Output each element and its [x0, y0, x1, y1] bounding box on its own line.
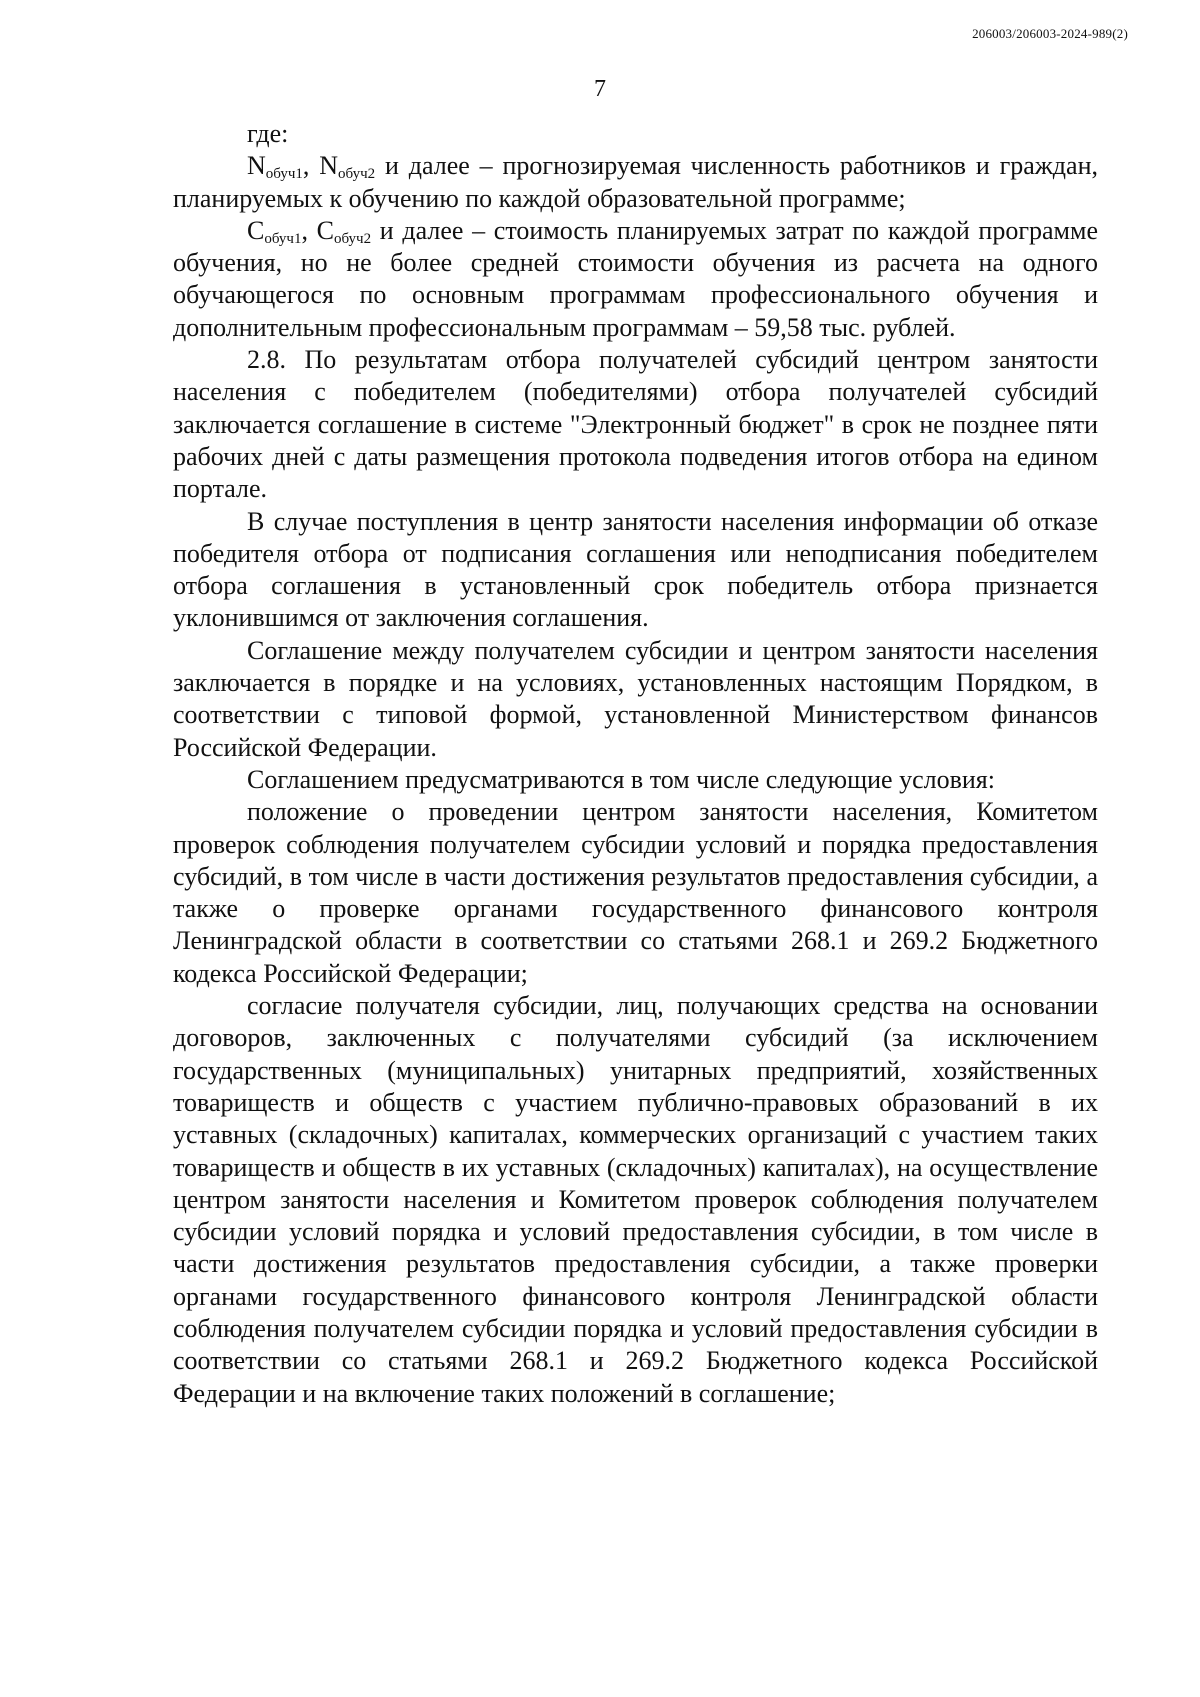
- paragraph-2-8: 2.8. По результатам отбора получателей субсидий центром занятости населения с победителем (победителями) отбора получателей субсидий заключается соглашение в системе "Электронный бюджет" в срок не позднее пяти рабочих дней с даты размещения протокола подведения итогов отбора на едином портале.: [173, 345, 1098, 504]
- document-body: [173, 118, 1098, 1410]
- formula-c-description: и далее – стоимость планируемых затрат по каждой программе обучения, но не более средней стоимости обучения из расчета на одного обучающегося по основным программам профессионального обучения и дополнительным профессиональным программам – 59,58 тыс. рублей.: [173, 215, 1098, 342]
- formula-n1-sub: обуч1: [265, 166, 303, 183]
- paragraph-where: где:: [247, 119, 289, 148]
- paragraph-consent: согласие получателя субсидии, лиц, получающих средства на основании договоров, заключенных с получателями субсидий (за исключением государственных (муниципальных) унитарных предприятий, хозяйственных товариществ и обществ с участием публично-правовых образований в их уставных (складочных) капиталах, коммерческих организаций с участием таких товариществ и обществ в их уставных (складочных) капиталах), на осуществление центром занятости населения и Комитетом проверок соблюдения получателем субсидии условий порядка и условий предоставления субсидии, в том числе в части достижения результатов предоставления субсидии, а также проверки органами государственного финансового контроля Ленинградской области соблюдения получателем субсидии порядка и условий предоставления субсидии в соответствии со статьями 268.1 и 269.2 Бюджетного кодекса Российской Федерации и на включение таких положений в соглашение;: [173, 991, 1098, 1408]
- paragraph-c-definition: [173, 215, 1098, 344]
- formula-n2-sub: обуч2: [338, 166, 376, 183]
- formula-c2-sub: обуч2: [333, 230, 372, 247]
- formula-c2-base: С: [316, 215, 334, 245]
- paragraph-conditions: Соглашением предусматриваются в том числе следующие условия:: [247, 764, 995, 794]
- document-id: 206003/206003-2024-989(2): [972, 26, 1128, 41]
- formula-n2-base: N: [319, 151, 339, 181]
- paragraph-checks: положение о проведении центром занятости населения, Комитетом проверок соблюдения получателем субсидии условий и порядка предоставления субсидий, в том числе в части достижения результатов предоставления субсидии, а также о проверке органами государственного финансового контроля Ленинградской области в соответствии со статьями 268.1 и 269.2 Бюджетного кодекса Российской Федерации;: [173, 797, 1098, 988]
- formula-separator: ,: [302, 151, 320, 181]
- formula-separator: ,: [301, 215, 317, 245]
- formula-n-description: и далее – прогнозируемая численность работников и граждан, планируемых к обучению по каждой образовательной программе;: [173, 151, 1098, 213]
- page-number: 7: [594, 76, 606, 102]
- formula-c1-sub: обуч1: [264, 230, 302, 247]
- formula-c1-base: С: [247, 215, 265, 245]
- paragraph-agreement: Соглашение между получателем субсидии и центром занятости населения заключается в порядке и на условиях, установленных настоящим Порядком, в соответствии с типовой формой, установленной Министерством финансов Российской Федерации.: [173, 635, 1098, 762]
- formula-n1-base: N: [247, 151, 266, 181]
- paragraph-refusal: В случае поступления в центр занятости населения информации об отказе победителя отбора от подписания соглашения или неподписания победителем отбора соглашения в установленный срок победитель отбора признается уклонившимся от заключения соглашения.: [173, 506, 1098, 633]
- paragraph-n-definition: [173, 150, 1098, 215]
